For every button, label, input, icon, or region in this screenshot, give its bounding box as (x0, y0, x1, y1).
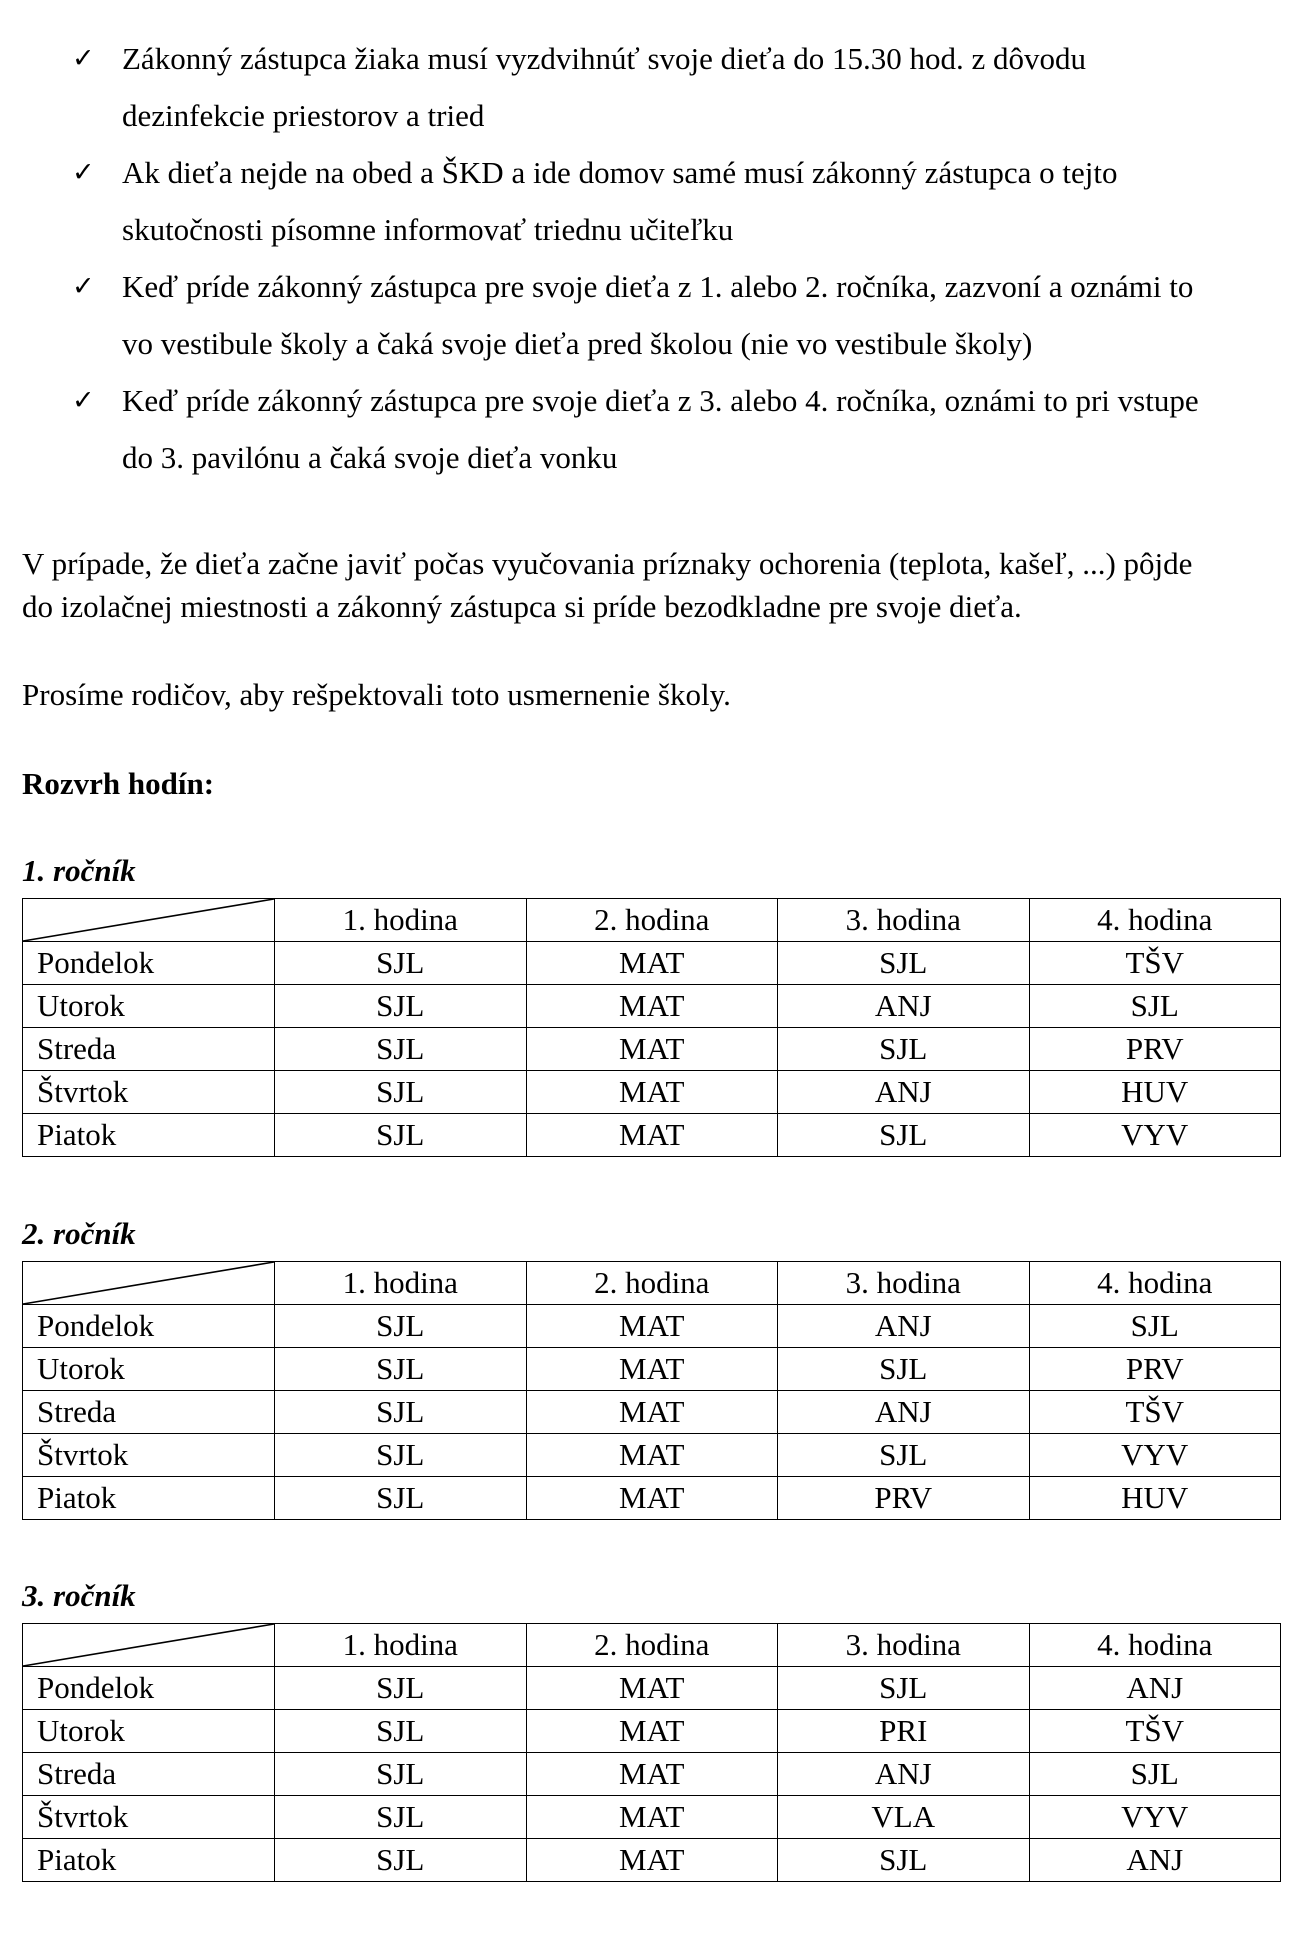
hour-header: 2. hodina (526, 899, 778, 942)
diagonal-corner-cell (23, 899, 275, 942)
day-cell: Utorok (23, 985, 275, 1028)
hour-header: 1. hodina (275, 1262, 527, 1305)
hour-header: 4. hodina (1029, 1624, 1281, 1667)
day-cell: Pondelok (23, 1667, 275, 1710)
table-row (23, 1796, 1281, 1839)
subject-cell: SJL (275, 1667, 527, 1710)
subject-cell: SJL (275, 1477, 527, 1520)
check-mark-icon: ✓ (72, 271, 95, 302)
subject-cell: SJL (275, 1796, 527, 1839)
list-item-line: Keď príde zákonný zástupca pre svoje dieťa z 1. alebo 2. ročníka, zazvoní a oznámi to (122, 269, 1194, 304)
subject-cell: PRV (778, 1477, 1030, 1520)
subject-cell: ANJ (1029, 1667, 1281, 1710)
subject-cell: SJL (275, 1348, 527, 1391)
day-cell: Streda (23, 1028, 275, 1071)
list-item-line: vo vestibule školy a čaká svoje dieťa pred školou (nie vo vestibule školy) (122, 326, 1033, 361)
subject-cell: SJL (275, 1114, 527, 1157)
table-header-row (23, 899, 1281, 942)
hour-header: 2. hodina (526, 1262, 778, 1305)
subject-cell: MAT (526, 1839, 778, 1882)
day-cell: Pondelok (23, 1305, 275, 1348)
day-cell: Pondelok (23, 942, 275, 985)
subject-cell: SJL (778, 1028, 1030, 1071)
instruction-list (66, 30, 1286, 486)
hour-header: 2. hodina (526, 1624, 778, 1667)
list-item-line: Zákonný zástupca žiaka musí vyzdvihnúť svoje dieťa do 15.30 hod. z dôvodu (122, 41, 1087, 76)
diagonal-line (23, 1262, 274, 1304)
subject-cell: SJL (275, 1753, 527, 1796)
subject-cell: VYV (1029, 1114, 1281, 1157)
subject-cell: VYV (1029, 1796, 1281, 1839)
subject-cell: ANJ (778, 1305, 1030, 1348)
schedule-table (22, 1623, 1281, 1882)
list-item (66, 30, 1286, 144)
check-mark-icon: ✓ (72, 43, 95, 74)
schedule-table (22, 898, 1281, 1157)
subject-cell: ANJ (1029, 1839, 1281, 1882)
schedule-heading: Rozvrh hodín: (22, 766, 215, 801)
subject-cell: SJL (275, 1071, 527, 1114)
subject-cell: MAT (526, 1305, 778, 1348)
hour-header: 3. hodina (778, 899, 1030, 942)
subject-cell: SJL (1029, 1753, 1281, 1796)
hour-header: 4. hodina (1029, 899, 1281, 942)
grade-title: 3. ročník (22, 1578, 136, 1613)
check-mark-icon: ✓ (72, 157, 95, 188)
subject-cell: SJL (275, 1028, 527, 1071)
subject-cell: HUV (1029, 1071, 1281, 1114)
diagonal-corner-cell (23, 1624, 275, 1667)
table-row (23, 1710, 1281, 1753)
hour-header: 3. hodina (778, 1624, 1030, 1667)
grade-title: 1. ročník (22, 853, 136, 888)
list-item-line: skutočnosti písomne informovať triednu učiteľku (122, 212, 734, 247)
table-row (23, 1839, 1281, 1882)
diagonal-line (23, 899, 274, 941)
hour-header: 1. hodina (275, 1624, 527, 1667)
list-item-line: Keď príde zákonný zástupca pre svoje dieťa z 3. alebo 4. ročníka, oznámi to pri vstupe (122, 383, 1199, 418)
subject-cell: SJL (275, 1839, 527, 1882)
table-row (23, 1667, 1281, 1710)
subject-cell: SJL (275, 1391, 527, 1434)
subject-cell: SJL (1029, 985, 1281, 1028)
subject-cell: ANJ (778, 1391, 1030, 1434)
diagonal-corner-cell (23, 1262, 275, 1305)
subject-cell: MAT (526, 942, 778, 985)
subject-cell: SJL (778, 1434, 1030, 1477)
day-cell: Štvrtok (23, 1434, 275, 1477)
subject-cell: SJL (778, 1348, 1030, 1391)
table-header-row (23, 1624, 1281, 1667)
subject-cell: MAT (526, 1667, 778, 1710)
subject-cell: PRV (1029, 1348, 1281, 1391)
subject-cell: SJL (275, 1434, 527, 1477)
list-item-line: dezinfekcie priestorov a tried (122, 98, 485, 133)
list-item (66, 144, 1286, 258)
subject-cell: SJL (778, 942, 1030, 985)
list-item (66, 258, 1286, 372)
subject-cell: TŠV (1029, 1391, 1281, 1434)
subject-cell: MAT (526, 1477, 778, 1520)
day-cell: Piatok (23, 1477, 275, 1520)
day-cell: Streda (23, 1753, 275, 1796)
day-cell: Utorok (23, 1348, 275, 1391)
day-cell: Utorok (23, 1710, 275, 1753)
table-row (23, 1071, 1281, 1114)
subject-cell: SJL (275, 1305, 527, 1348)
diagonal-line (23, 1624, 274, 1666)
subject-cell: MAT (526, 1071, 778, 1114)
table-row (23, 1753, 1281, 1796)
list-item-line: do 3. pavilónu a čaká svoje dieťa vonku (122, 440, 618, 475)
subject-cell: SJL (275, 985, 527, 1028)
request-paragraph: Prosíme rodičov, aby rešpektovali toto usmernenie školy. (22, 677, 731, 712)
subject-cell: SJL (778, 1667, 1030, 1710)
subject-cell: SJL (275, 942, 527, 985)
subject-cell: SJL (275, 1710, 527, 1753)
subject-cell: TŠV (1029, 1710, 1281, 1753)
subject-cell: VYV (1029, 1434, 1281, 1477)
table-row (23, 1305, 1281, 1348)
subject-cell: ANJ (778, 985, 1030, 1028)
subject-cell: TŠV (1029, 942, 1281, 985)
list-item (66, 372, 1286, 486)
subject-cell: SJL (778, 1114, 1030, 1157)
subject-cell: PRI (778, 1710, 1030, 1753)
table-row (23, 942, 1281, 985)
subject-cell: PRV (1029, 1028, 1281, 1071)
subject-cell: MAT (526, 1796, 778, 1839)
day-cell: Štvrtok (23, 1796, 275, 1839)
subject-cell: MAT (526, 1434, 778, 1477)
table-row (23, 985, 1281, 1028)
grade-title: 2. ročník (22, 1216, 136, 1251)
subject-cell: MAT (526, 985, 778, 1028)
subject-cell: MAT (526, 1391, 778, 1434)
subject-cell: VLA (778, 1796, 1030, 1839)
subject-cell: MAT (526, 1028, 778, 1071)
subject-cell: ANJ (778, 1071, 1030, 1114)
day-cell: Streda (23, 1391, 275, 1434)
paragraph-line: V prípade, že dieťa začne javiť počas vyučovania príznaky ochorenia (teplota, kašeľ, ...) pôjde (22, 546, 1193, 581)
paragraph-line: do izolačnej miestnosti a zákonný zástupca si príde bezodkladne pre svoje dieťa. (22, 589, 1022, 624)
day-cell: Piatok (23, 1114, 275, 1157)
day-cell: Piatok (23, 1839, 275, 1882)
subject-cell: ANJ (778, 1753, 1030, 1796)
list-item-line: Ak dieťa nejde na obed a ŠKD a ide domov samé musí zákonný zástupca o tejto (122, 155, 1118, 190)
subject-cell: MAT (526, 1753, 778, 1796)
subject-cell: MAT (526, 1114, 778, 1157)
table-row (23, 1477, 1281, 1520)
table-header-row (23, 1262, 1281, 1305)
table-row (23, 1348, 1281, 1391)
subject-cell: HUV (1029, 1477, 1281, 1520)
subject-cell: SJL (1029, 1305, 1281, 1348)
illness-paragraph (22, 542, 1292, 628)
hour-header: 1. hodina (275, 899, 527, 942)
hour-header: 3. hodina (778, 1262, 1030, 1305)
table-row (23, 1434, 1281, 1477)
table-row (23, 1028, 1281, 1071)
subject-cell: MAT (526, 1348, 778, 1391)
subject-cell: MAT (526, 1710, 778, 1753)
subject-cell: SJL (778, 1839, 1030, 1882)
check-mark-icon: ✓ (72, 385, 95, 416)
day-cell: Štvrtok (23, 1071, 275, 1114)
hour-header: 4. hodina (1029, 1262, 1281, 1305)
schedule-table (22, 1261, 1281, 1520)
table-row (23, 1114, 1281, 1157)
table-row (23, 1391, 1281, 1434)
